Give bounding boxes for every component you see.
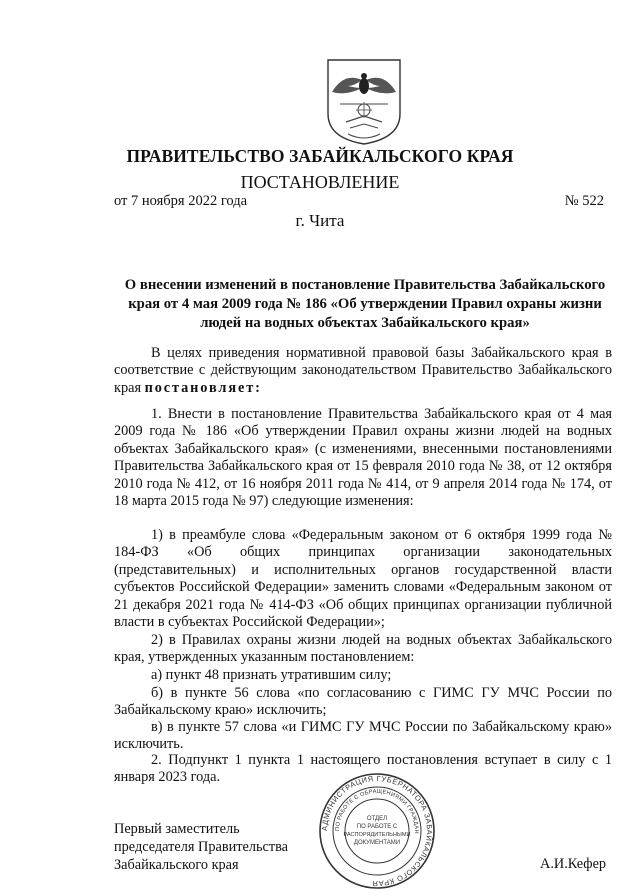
stamp-center-line: ДОКУМЕНТАМИ	[353, 840, 401, 846]
paragraph-1-2: 2) в Правилах охраны жизни людей на водных объектах Забайкальского края, утвержденных указанным постановлением:	[114, 632, 612, 666]
document-title: О внесении изменений в постановление Правительства Забайкальского края от 4 мая 2009 года № 186 «Об утверждении Правил охраны жизни людей на водных объектах Забайкальского края»	[124, 277, 606, 331]
signature-name: А.И.Кефер	[540, 856, 607, 872]
signature-position-line: Забайкальского края	[114, 857, 239, 873]
paragraph-1-1: 1) в преамбуле слова «Федеральным законом от 6 октября 1999 года № 184-ФЗ «Об общих принципах организации законодательных (представительных) и исполнительных органов государственной власти субъектов Российской Федерации» заменить словами «Федеральным законом от 21 декабря 2021 года № 414-ФЗ «Об общих принципах организации публичной власти в субъектах Российской Федерации»;	[114, 527, 612, 631]
stamp-outer-text: АДМИНИСТРАЦИЯ ГУБЕРНАТОРА ЗАБАЙКАЛЬСКОГО КРАЯ	[319, 773, 435, 889]
official-stamp	[318, 772, 436, 890]
coat-of-arms-eagle-icon	[326, 58, 402, 146]
stamp-center-line: ОТДЕЛ	[366, 816, 388, 822]
signature-position	[114, 820, 288, 874]
organization-name: ПРАВИТЕЛЬСТВО ЗАБАЙКАЛЬСКОГО КРАЯ	[126, 146, 514, 166]
preamble-text: В целях приведения нормативной правовой базы Забайкальского края в соответствие с действующим законодательством Правительство Забайкальского края	[114, 345, 612, 396]
paragraph-2: 2. Подпункт 1 пункта 1 настоящего постановления вступает в силу с 1 января 2023 года.	[114, 752, 612, 786]
preamble-keyword: постановляет:	[144, 379, 262, 396]
document-type: ПОСТАНОВЛЕНИЕ	[240, 172, 400, 192]
paragraph-1-2-b: б) в пункте 56 слова «по согласованию с ГИМС ГУ МЧС России по Забайкальскому краю» исключить;	[114, 685, 612, 719]
preamble-paragraph	[114, 345, 612, 397]
paragraph-1-2-a: а) пункт 48 признать утратившим силу;	[151, 667, 392, 683]
stamp-center-line: РАСПОРЯДИТЕЛЬНЫМИ	[343, 832, 411, 838]
stamp-center-line: ПО РАБОТЕ С	[356, 824, 398, 830]
signature-position-line: председателя Правительства	[114, 839, 289, 855]
document-city: г. Чита	[295, 211, 345, 230]
paragraph-1-2-c: в) в пункте 57 слова «и ГИМС ГУ МЧС России по Забайкальскому краю» исключить.	[114, 719, 612, 753]
signature-position-line: Первый заместитель	[114, 821, 240, 837]
document-date: от 7 ноября 2022 года	[114, 193, 248, 209]
paragraph-1: 1. Внести в постановление Правительства Забайкальского края от 4 мая 2009 года № 186 «Об утверждении Правил охраны жизни людей на водных объектах Забайкальского края» (с изменениями, внесенными постановлениями Правительства Забайкальского края от 15 февраля 2010 года № 38, от 12 октября 2010 года № 412, от 16 ноября 2011 года № 414, от 9 апреля 2014 года № 174, от 18 марта 2015 года № 97) следующие изменения:	[114, 406, 612, 510]
stamp-inner-text: ПО РАБОТЕ С ОБРАЩЕНИЯМИ ГРАЖДАН	[334, 788, 420, 834]
document-number: № 522	[564, 193, 604, 209]
